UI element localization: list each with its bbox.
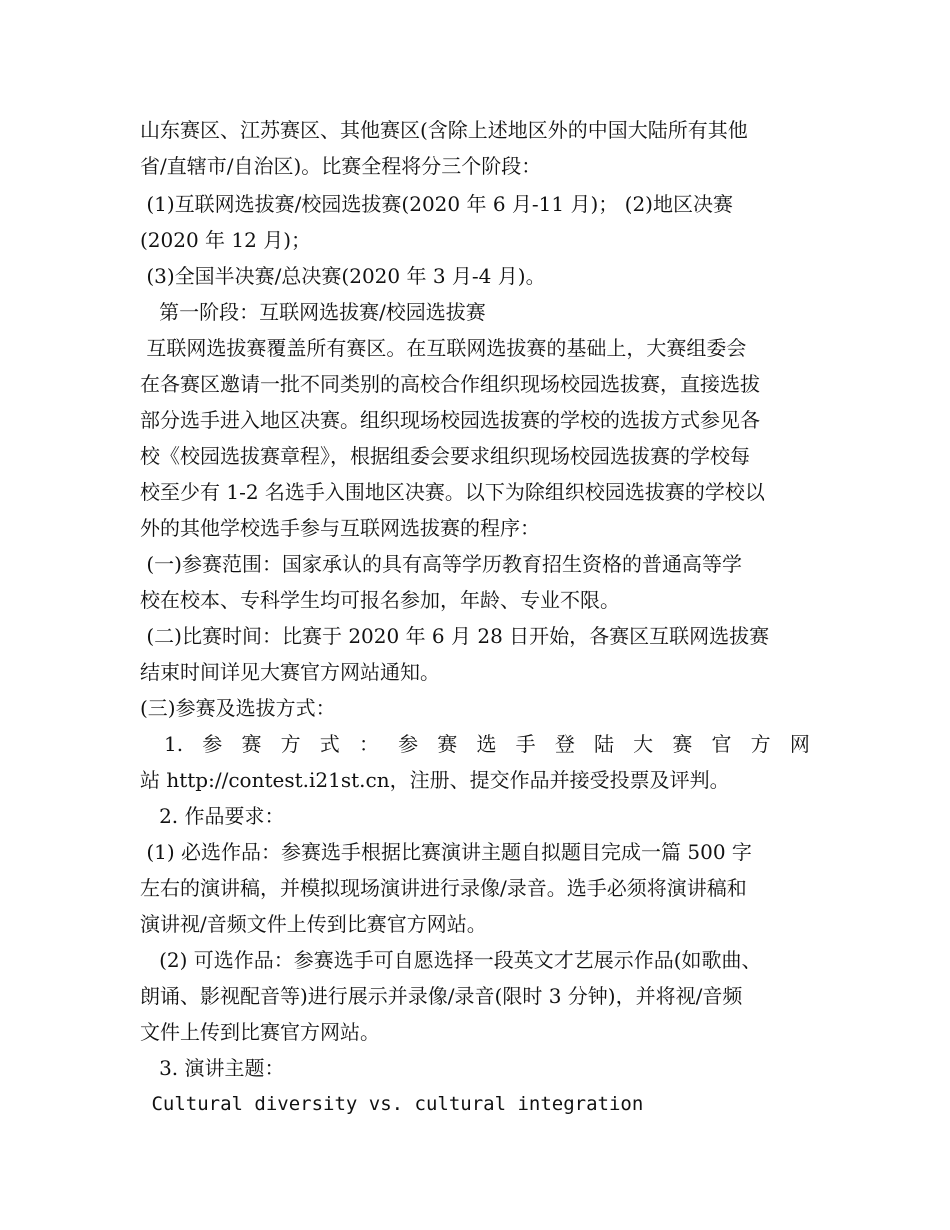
text-line: (一)参赛范围：国家承认的具有高等学历教育招生资格的普通高等学 (140, 552, 742, 576)
text-line: (1)互联网选拔赛/校园选拔赛(2020 年 6 月-11 月)； (2)地区决赛 (140, 192, 733, 216)
text-line: (2020 年 12 月)； (140, 228, 312, 252)
text-line: (二)比赛时间：比赛于 2020 年 6 月 28 日开始，各赛区互联网选拔赛 (140, 624, 770, 648)
text-line: (3)全国半决赛/总决赛(2020 年 3 月-4 月)。 (140, 264, 546, 288)
justified-char: 大 (633, 732, 654, 756)
text-line: (2) 可选作品：参赛选手可自愿选择一段英文才艺展示作品(如歌曲、 (140, 948, 762, 972)
text-line: (1) 必选作品：参赛选手根据比赛演讲主题自拟题目完成一篇 500 字 (140, 840, 752, 864)
text-line: 3. 演讲主题： (140, 1056, 285, 1080)
justified-char: ： (358, 732, 379, 756)
justified-char: 参 (202, 732, 223, 756)
text-line: 互联网选拔赛覆盖所有赛区。在互联网选拔赛的基础上，大赛组委会 (140, 336, 747, 360)
text-line: 朗诵、影视配音等)进行展示并录像/录音(限时 3 分钟)，并将视/音频 (140, 984, 743, 1008)
text-line: 校《校园选拔赛章程》，根据组委会要求组织现场校园选拔赛的学校每 (140, 444, 750, 468)
text-line: 2. 作品要求： (140, 804, 285, 828)
text-line: 结束时间详见大赛官方网站通知。 (140, 660, 440, 684)
url-line: 站 http://contest.i21st.cn，注册、提交作品并接受投票及评判。 (140, 768, 730, 792)
text-line: 左右的演讲稿，并模拟现场演讲进行录像/录音。选手必须将演讲稿和 (140, 876, 747, 900)
text-line: 文件上传到比赛官方网站。 (140, 1020, 380, 1044)
text-line: 校在校本、专科学生均可报名参加，年龄、专业不限。 (140, 588, 620, 612)
justified-char: 赛 (672, 732, 693, 756)
justified-char: 方 (750, 732, 771, 756)
text-line: 在各赛区邀请一批不同类别的高校合作组织现场校园选拔赛，直接选拔 (140, 372, 760, 396)
justified-char: 1. (164, 732, 184, 756)
justified-char: 方 (280, 732, 301, 756)
justified-char: 陆 (593, 732, 614, 756)
topic-line: Cultural diversity vs. cultural integration (140, 1093, 644, 1115)
justified-char: 赛 (241, 732, 262, 756)
text-line: 外的其他学校选手参与互联网选拔赛的程序： (140, 516, 540, 540)
justified-char: 官 (711, 732, 732, 756)
justified-char: 式 (319, 732, 340, 756)
justified-char: 登 (554, 732, 575, 756)
justified-char: 网 (789, 732, 810, 756)
text-line: 山东赛区、江苏赛区、其他赛区(含除上述地区外的中国大陆所有其他 (140, 118, 748, 142)
justified-char: 手 (515, 732, 536, 756)
justified-char: 参 (398, 732, 419, 756)
justified-line (164, 726, 810, 762)
text-line: 省/直辖市/自治区)。比赛全程将分三个阶段： (140, 154, 542, 178)
justified-char: 赛 (437, 732, 458, 756)
text-line: 校至少有 1-2 名选手入围地区决赛。以下为除组织校园选拔赛的学校以 (140, 480, 765, 504)
text-line: 演讲视/音频文件上传到比赛官方网站。 (140, 912, 487, 936)
section-heading: 第一阶段：互联网选拔赛/校园选拔赛 (140, 300, 486, 324)
text-line: (三)参赛及选拔方式： (140, 696, 336, 720)
text-line: 部分选手进入地区决赛。组织现场校园选拔赛的学校的选拔方式参见各 (140, 408, 760, 432)
justified-char: 选 (476, 732, 497, 756)
